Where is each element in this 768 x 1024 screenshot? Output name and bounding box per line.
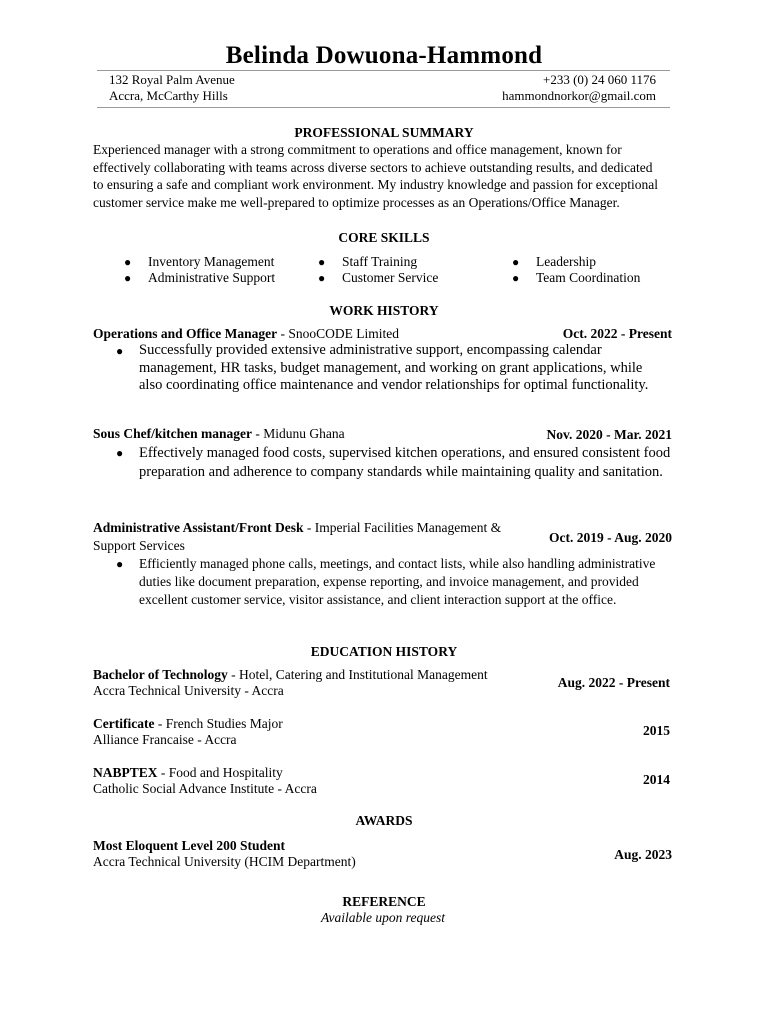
skill-item-label: Administrative Support (148, 270, 276, 285)
award-organization: Accra Technical University (HCIM Department) (93, 854, 356, 869)
skill-item: ● (124, 271, 132, 285)
job-dates: Nov. 2020 - Mar. 2021 (546, 427, 672, 442)
header-rule-top (97, 70, 670, 71)
award-title: Most Eloquent Level 200 Student (93, 838, 286, 853)
education-dates: 2015 (643, 723, 670, 738)
job-bullet: Successfully provided extensive administrative support, encompassing calendar management, HR tasks, budget management, and working on grant applications, while also coordinating office maintenance and vendor relationships for optimal functionality. (139, 342, 649, 393)
job-title: Administrative Assistant/Front Desk (93, 520, 304, 535)
job-employer: SnooCODE Limited (288, 326, 399, 341)
education-dates: Aug. 2022 - Present (557, 675, 670, 690)
summary-text: Experienced manager with a strong commitment to operations and office management, known for effectively collaborating with teams across diverse sectors to achieve outstanding results, and dedicated to ensuring a safe and compliant work environment. My industry knowledge and passion for exceptional customer service make me well-prepared to optimize processes as an Operations/Office Manager. (93, 142, 658, 210)
education-degree-line: NABPTEX - Food and Hospitality (93, 765, 283, 780)
education-degree-line: Certificate - French Studies Major (93, 716, 283, 731)
job-title-line: Administrative Assistant/Front Desk - Imperial Facilities Management & Support Services (93, 520, 502, 553)
education-field: Food and Hospitality (168, 765, 283, 780)
awards-heading: AWARDS (355, 813, 413, 828)
reference-heading: REFERENCE (342, 894, 426, 909)
header-rule-bottom (97, 107, 670, 108)
job-bullet: Efficiently managed phone calls, meetings, and contact lists, while also handling administrative duties like document preparation, expense reporting, and invoice management, and provided excellent customer service, visitor assistance, and client interaction support at the office. (139, 556, 656, 607)
skills-heading: CORE SKILLS (338, 230, 430, 245)
address-line-1: 132 Royal Palm Avenue (109, 72, 235, 87)
skill-item: ● (318, 271, 326, 285)
education-degree: Certificate (93, 716, 155, 731)
skill-item-label: Customer Service (342, 270, 439, 285)
job-employer: Midunu Ghana (263, 426, 345, 441)
skill-item: ● (124, 255, 132, 269)
education-school: Alliance Francaise - Accra (93, 732, 237, 747)
education-school: Accra Technical University - Accra (93, 683, 284, 698)
job-title: Operations and Office Manager (93, 326, 278, 341)
job-title-line: Operations and Office Manager - SnooCODE Limited (93, 326, 399, 341)
skill-item-label: Leadership (536, 254, 596, 269)
education-field: French Studies Major (165, 716, 283, 731)
education-dates: 2014 (643, 772, 670, 787)
applicant-name: Belinda Dowuona-Hammond (225, 42, 543, 69)
skill-item-label: Staff Training (342, 254, 418, 269)
job-bullet: Effectively managed food costs, supervised kitchen operations, and ensured consistent food preparation and adherence to company standards while maintaining quality and sanitation. (139, 445, 671, 480)
education-heading: EDUCATION HISTORY (310, 644, 458, 659)
skill-item: ● (512, 255, 520, 269)
education-degree-line: Bachelor of Technology - Hotel, Catering and Institutional Management (93, 667, 488, 682)
phone-number: +233 (0) 24 060 1176 (542, 72, 656, 87)
skill-item: ● (512, 271, 520, 285)
bullet-dot: ● (116, 557, 124, 571)
reference-text: Available upon request (321, 910, 445, 925)
bullet-dot: ● (116, 344, 124, 358)
job-employer: Imperial Facilities Management & Support Services (93, 520, 502, 553)
skill-item: ● (318, 255, 326, 269)
education-school: Catholic Social Advance Institute - Accra (93, 781, 317, 796)
address-line-2: Accra, McCarthy Hills (109, 88, 228, 103)
education-degree: NABPTEX (93, 765, 158, 780)
skill-item-label: Team Coordination (536, 270, 641, 285)
work-heading: WORK HISTORY (329, 303, 439, 318)
job-title: Sous Chef/kitchen manager (93, 426, 253, 441)
summary-heading: PROFESSIONAL SUMMARY (294, 125, 474, 140)
job-dates: Oct. 2019 - Aug. 2020 (549, 530, 672, 545)
bullet-dot: ● (116, 446, 124, 460)
job-title-line: Sous Chef/kitchen manager - Midunu Ghana (93, 426, 345, 441)
award-date: Aug. 2023 (614, 847, 672, 862)
education-field: Hotel, Catering and Institutional Management (239, 667, 488, 682)
email-address: hammondnorkor@gmail.com (502, 88, 656, 103)
education-degree: Bachelor of Technology (93, 667, 228, 682)
skill-item-label: Inventory Management (148, 254, 275, 269)
job-dates: Oct. 2022 - Present (562, 326, 672, 341)
